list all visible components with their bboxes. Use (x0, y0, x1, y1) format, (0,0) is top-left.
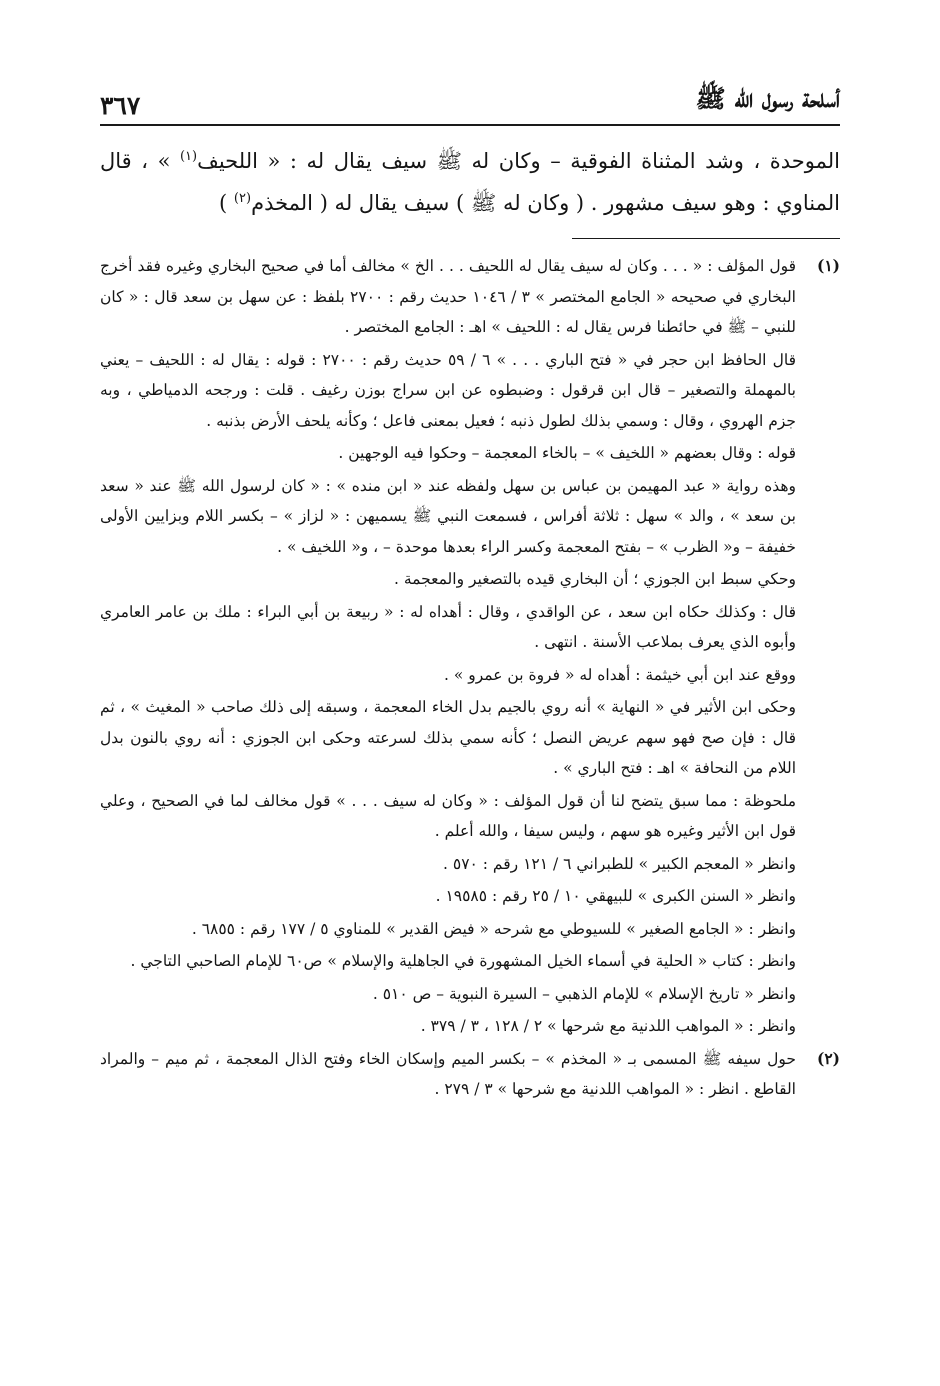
footnote-body (100, 251, 796, 1044)
footnote-paragraph: وحكي سبط ابن الجوزي ؛ أن البخاري قيده بالتصغير والمعجمة . (393, 570, 796, 588)
page-header (100, 80, 840, 126)
book-page (100, 80, 840, 1107)
main-text (100, 140, 840, 224)
footnote-paragraph: قوله : وقال بعضهم « اللخيف » – بالخاء المعجمة – وحكوا فيه الوجهين . (338, 444, 796, 462)
main-text-segment: » ، قال المناوي : وهو سيف مشهور . ( وكان له ﷺ ) سيف يقال له ( المخذم (100, 149, 840, 215)
footnote-paragraph: قول المؤلف : « . . . وكان له سيف يقال له اللحيف . . . الخ » مخالف أما في صحيح البخاري وغيره فقد أخرج البخاري في صحيحه « الجامع المختصر » ٣ / ١٠٤٦ حديث رقم : ٢٧٠٠ بلفظ : عن سهل بن سعد قال : « كان للنبي – ﷺ في حائطنا فرس يقال له : اللحيف » اهـ : الجامع المختصر . (100, 257, 796, 336)
footnote-paragraph: ملحوظة : مما سبق يتضح لنا أن قول المؤلف : « وكان له سيف . . . » قول مخالف لما في الصحيح ، وعلي قول ابن الأثير وغيره هو سهم ، وليس سيفا ، والله أعلم . (100, 791, 796, 840)
main-text-segment: ) (219, 191, 234, 215)
footnote-paragraph: وانظر « المعجم الكبير » للطبراني ٦ / ١٢١ رقم : ٥٧٠ . (443, 854, 796, 873)
footnote-paragraph: وانظر « تاريخ الإسلام » للإمام الذهبي – السيرة النبوية – ص ٥١٠ . (372, 984, 796, 1003)
footnote-paragraph: وهذه رواية « عبد المهيمن بن عباس بن سهل ولفظه عند « ابن منده » : « كان لرسول الله ﷺ عند « سعد بن سعد » ، والد » سهل : ثلاثة أفراس ، فسمعت النبي ﷺ يسميهن : « لزاز » – بكسر اللام وبزايين الأولى خفيفة – و« الظرب » – بفتح المعجمة وكسر الراء بعدها موحدة – ، و« اللخيف » . (100, 476, 796, 556)
footnote-body (100, 1044, 796, 1107)
footnote-paragraph: وانظر : « الجامع الصغير » للسيوطي مع شرحه « فيض القدير » للمناوي ٥ / ١٧٧ رقم : ٦٨٥٥ . (191, 919, 796, 938)
main-text-segment: الموحدة ، وشد المثناة الفوقية – وكان له ﷺ سيف يقال له : « اللحيف (197, 149, 840, 173)
running-title: أسلحة رسول الله ﷺ (695, 84, 840, 113)
footnote-paragraph: حول سيفه ﷺ المسمى بـ « المخذم » – بكسر الميم وإسكان الخاء وفتح الذال المعجمة ، ثم ميم – والمراد القاطع . انظر : « المواهب اللدنية مع شرحها » ٣ / ٢٧٩ . (100, 1049, 796, 1098)
footnote-paragraph: وانظر « السنن الكبرى » للبيهقي ١٠ / ٢٥ رقم : ١٩٥٨٥ . (435, 887, 796, 905)
footnote-ref-2: (٢) (233, 191, 252, 206)
footnote-paragraph: قال : وكذلك حكاه ابن سعد ، عن الواقدي ، وقال : أهداه له : « ربيعة بن أبي البراء : ملك بن عامر العامري وأبوه الذي يعرف بملاعب الأسنة . انتهى . (100, 602, 796, 651)
footnotes (100, 251, 840, 1107)
footnote-paragraph: قال الحافظ ابن حجر في « فتح الباري . . . » ٦ / ٥٩ حديث رقم : ٢٧٠٠ : قوله : يقال له : اللحيف – يعني بالمهملة والتصغير – قال ابن قرقول : وضبطوه عن ابن سراج بوزن رغيف . قلت : ورجحه الدمياطي ، وبه جزم الهروي ، وقال : وسمي بذلك لطول ذنبه ؛ فعيل بمعنى فاعل ؛ وكأنه يلحف الأرض بذنبه . (100, 350, 796, 430)
footnote-marker: (٢) (816, 1048, 840, 1068)
footnote-paragraph: وانظر : كتاب « الحلية في أسماء الخيل المشهورة في الجاهلية والإسلام » ص٦٠ للإمام الصاحبي التاجي . (130, 952, 796, 970)
footnote-paragraph: ووقع عند ابن أبي خيثمة : أهداه له « فروة بن عمرو » . (443, 665, 796, 684)
page-number: ٣٦٧ (100, 91, 141, 120)
footnote-separator (572, 238, 840, 239)
footnote-2 (100, 1044, 840, 1107)
footnote-marker: (١) (816, 256, 840, 275)
footnote-ref-1: (١) (179, 149, 198, 164)
footnote-paragraph: وحكى ابن الأثير في « النهاية » أنه روي بالجيم بدل الخاء المعجمة ، وسبقه إلى ذلك صاحب « المغيث » ، ثم قال : فإن صح فهو سهم عريض النصل ؛ كأنه سمي بذلك لسرعته وحكى ابن الجوزي : أنه روي بالنون بدل اللام من النحافة » اهـ : فتح الباري » . (100, 698, 796, 777)
footnote-1 (100, 251, 840, 1044)
footnote-paragraph: وانظر : « المواهب اللدنية مع شرحها » ٢ / ١٢٨ ، ٣ / ٣٧٩ . (420, 1017, 796, 1035)
